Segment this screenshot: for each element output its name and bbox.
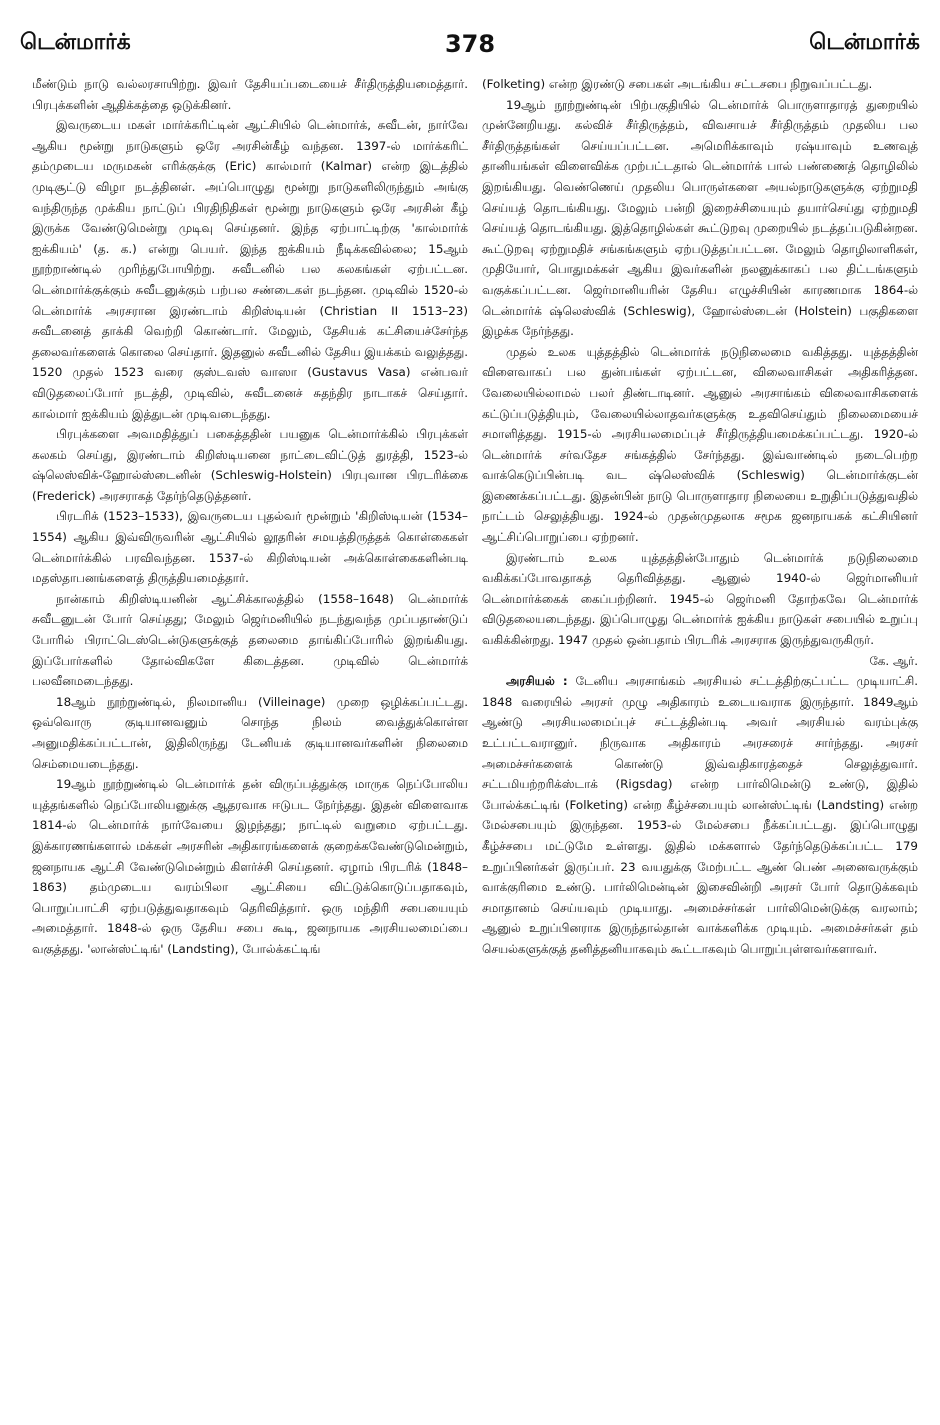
paragraph: 19ஆம் நூற்றுண்டின் பிற்பகுதியில் டென்மார்க் பொருளாதாரத் துறையில் முன்னேறியது. கல்விச் சீர்திருத்தம், விவசாயச் சீர்திருத்தம் முதலிய பல சீர்திருத்தங்கள் செய்யப்பட்டன. அமெரிக்காவும் ரஷ்யாவும் உணவுத் தானியங்கள் விளைவிக்க முற்பட்டதால் டென்மார்க் பால் பண்ணைத் தொழிலில் இறங்கியது. வெண்ணெய் முதலிய பொருள்களை அயல்நாடுகளுக்கு ஏற்றுமதி செய்யத் தொடங்கியது. மேலும் பன்றி இறைச்சியையும் தயார்செய்து ஏற்றுமதி செய்யத் தொடங்கியது. இத்தொழில்கள் கூட்டுறவு முறையில் நடத்தப்படுகின்றன. கூட்டுறவு ஏற்றுமதிச் சங்கங்களும் ஏற்படுத்தப்பட்டன. மேலும் தொழிலாளிகள், முதியோர், பொதுமக்கள் ஆகிய இவர்களின் நலனுக்காகப் பல திட்டங்களும் வகுக்கப்பட்டன. ஜெர்மானியரின் தேசிய எழுச்சியின் காரணமாக 1864-ல் டென்மார்க் ஷ்லெஸ்விக் (Schleswig), ஹோல்ஸ்டைன் (Holstein) பகுதிகளை இழக்க நேர்ந்தது. xyxy=(482,97,918,339)
paragraph: முதல் உலக யுத்தத்தில் டென்மார்க் நடுநிலைமை வகித்தது. யுத்தத்தின் விளைவாகப் பல துன்பங்கள் ஏற்பட்டன, விலைவாசிகள் அதிகரித்தன. வேலையில்லாமல் பலர் திண்டாடினர். ஆனுல் அரசாங்கம் விலைவாசிகளைக் கட்டுப்படுத்தியும், வேலையில்லாதவர்களுக்கு உதவிசெய்தும் நிலைமையைச் சமாளித்தது. 1915-ல் அரசியலமைப்புச் சீர்திருத்தியமைக்கப்பட்டது. 1920-ல் டென்மார்க் சர்வதேச சங்கத்தில் சேர்ந்தது. இவ்வாண்டில் நடைபெற்ற வாக்கெடுப்பின்படி வட ஷ்லெஸ்விக் (Schleswig) டென்மார்க்குடன் இணைக்கப்பட்டது. இதன்பின் நாடு பொருளாதார நிலையை உறுதிப்படுத்துவதில் நாட்டம் செலுத்தியது. 1924-ல் முதன்முதலாக சமூக ஜனநாயகக் கட்சியினர் ஆட்சிப்பொறுப்பை ஏற்றனர். xyxy=(482,344,918,545)
paragraph: மீண்டும் நாடு வல்லரசாயிற்று. இவர் தேசியப்படையைச் சீர்திருத்தியமைத்தார். பிரபுக்களின் ஆதிக்கத்தை ஒடுக்கினர். xyxy=(32,77,468,112)
paragraph: 19ஆம் நூற்றுண்டில் டென்மார்க் தன் விருப்பத்துக்கு மாருக நெப்போலிய யுத்தங்களில் நெப்போலியனுக்கு ஆதரவாக ஈடுபட நேர்ந்தது. இதன் விளைவாக 1814-ல் டென்மார்க் நார்வேயை இழந்தது; நாட்டில் வறுமை ஏற்பட்டது. இக்காரணங்களால் மக்கள் அரசரின் அதிகாரங்களைக் குறைக்கவேண்டுமென்றும், ஜனநாயக ஆட்சி வேண்டுமென்றும் கிளர்ச்சி செய்தனர். ஏழாம் பிரடரிக் (1848–1863) தம்முடைய வரம்பிலா ஆட்சியை விட்டுக்கொடுப்பதாகவும், பொறுப்பாட்சி ஏற்படுத்துவதாகவும் தெரிவித்தார். ஒரு மந்திரி சபையையும் அமைத்தார். 1848-ல் ஒரு தேசிய சபை கூடி, ஜனநாயக அரசியலமைப்பை வகுத்தது. 'லான்ஸ்ட்டிங்' (Landsting), போல்க்கட்டிங் xyxy=(32,777,468,956)
author-signature: கே. ஆர். xyxy=(869,653,918,668)
running-head-right: டென்மார்க் xyxy=(809,30,920,55)
page-number: 378 xyxy=(444,30,496,58)
paragraph xyxy=(482,548,918,672)
paragraph: (Folketing) என்ற இரண்டு சபைகள் அடங்கிய சட்டசபை நிறுவப்பட்டது. xyxy=(482,77,873,91)
paragraph xyxy=(482,671,918,959)
page-header xyxy=(20,30,920,70)
paragraph: பிரடரிக் (1523–1533), இவருடைய புதல்வர் மூன்றும் 'கிறிஸ்டியன் (1534–1554) ஆகிய இவ்விருவரின் ஆட்சியில் லூதரின் சமயத்திருத்தக் கொள்கைகள் டென்மார்க்கில் பரவிவந்தன. 1537-ல் கிறிஸ்டியன் அக்கொள்கைகளின்படி மதஸ்தாபனங்களைத் திருத்தியமைத்தார். xyxy=(32,509,468,586)
running-head-left: டென்மார்க் xyxy=(20,30,131,55)
paragraph: நான்காம் கிறிஸ்டியனின் ஆட்சிக்காலத்தில் (1558–1648) டென்மார்க் சுவீடனுடன் போர் செய்தது; மேலும் ஜெர்மனியில் நடந்துவந்த முப்பதாண்டுப் போரில் பிராட்டெஸ்டென்டுகளுக்குத் தலைமை தாங்கிப்போரில் இறங்கியது. இப்போர்களில் தோல்விகளே கிடைத்தன. முடிவில் டென்மார்க் பலவீனமடைந்தது. xyxy=(32,591,468,689)
paragraph-text: டேனிய அரசாங்கம் அரசியல் சட்டத்திற்குட்பட்ட முடியாட்சி. 1848 வரையில் அரசர் முழு அதிகாரம் உடையவராக இருந்தார். 1849ஆம் ஆண்டு அரசியலமைப்புச் சட்டத்தின்படி அவர் அரசியல் வரம்புக்கு உட்பட்டவரானுர். நிருவாக அதிகாரம் அரசரைச் சார்ந்தது. அரசர் அமைச்சர்களைக் கொண்டு இவ்வதிகாரத்தைச் செலுத்துவார். சட்டமியற்றரிக்ஸ்டாக் (Rigsdag) என்ற பார்லிமென்டு உண்டு, இதில் போல்க்கட்டிங் (Folketing) என்ற கீழ்ச்சபையும் லான்ஸ்ட்டிங் (Landsting) என்ற மேல்சபையும் இருந்தன. 1953-ல் மேல்சபை நீக்கப்பட்டது. இப்பொழுது கீழ்ச்சபை மட்டுமே உள்ளது. இதில் மக்களால் தேர்ந்தெடுக்கப்பட்ட 179 உறுப்பினர்கள் இருப்பர். 23 வயதுக்கு மேற்பட்ட ஆண் பெண் அனைவருக்கும் வாக்குரிமை உண்டு. பார்லிமென்டின் இசைவின்றி அரசர் போர் தொடுக்கவும் சமாதானம் செய்யவும் முடியாது. அமைச்சர்கள் பார்லிமென்டுக்கு வரலாம்; ஆனுல் உறுப்பினராக இருந்தால்தான் வாக்களிக்க முடியும். அமைச்சர்கள் தம் செயல்களுக்குத் தனித்தனியாகவும் கூட்டாகவும் பொறுப்புள்ளவர்களாவர். xyxy=(482,674,918,956)
left-column xyxy=(32,74,468,1404)
section-heading: அரசியல் : xyxy=(506,674,568,689)
right-column xyxy=(482,74,918,1404)
paragraph: இவருடைய மகள் மார்க்கரிட்டின் ஆட்சியில் டென்மார்க், சுவீடன், நார்வே ஆகிய மூன்று நாடுகளும் ஒரே அரசின்கீழ் வந்தன. 1397-ல் மார்க்கரிட் தம்முடைய மருமகன் எரிக்குக்கு (Eric) கால்மார் (Kalmar) என்ற இடத்தில் முடிசூட்டு விழா நடத்தினள். அப்பொழுது மூன்று நாடுகளிலிருந்தும் அங்கு வந்திருந்த முக்கிய நாட்டுப் பிரதிநிதிகள் மூன்று நாடுகளும் ஒரே அரசின் கீழ் இருக்க வேண்டுமென்று முடிவு செய்தனர். இந்த ஏற்பாட்டிற்கு 'கால்மார்க் ஐக்கியம்' (த. க.) என்று பெயர். இந்த ஐக்கியம் நீடிக்கவில்லை; 15ஆம் நூற்றாண்டில் முரிந்துபோயிற்று. சுவீடனில் பல கலகங்கள் ஏற்பட்டன. டென்மார்க்குக்கும் சுவீடனுக்கும் பற்பல சண்டைகள் நடந்தன. முடிவில் 1520-ல் டென்மார்க் அரசரான இரண்டாம் கிறிஸ்டியன் (Christian II 1513–23) சுவீடனைத் தாக்கி வெற்றி கொண்டார். மேலும், தேசியக் கட்சியைச்சேர்ந்த தலைவர்களைக் கொலை செய்தார். இதனுல் சுவீடனில் தேசிய இயக்கம் வலுத்தது. 1520 முதல் 1523 வரை குஸ்டவஸ் வாஸா (Gustavus Vasa) என்பவர் விடுதலைப்போர் நடத்தி, முடிவில், சுவீடனைச் சுதந்திர நாடாகச் செய்தார். கால்மார் ஐக்கியம் இத்துடன் முடிவடைந்தது. xyxy=(32,118,468,421)
paragraph-text: இரண்டாம் உலக யுத்தத்தின்போதும் டென்மார்க் நடுநிலைமை வகிக்கப்போவதாகத் தெரிவித்தது. ஆனுல் 1940-ல் ஜெர்மானியர் டென்மார்க்கைக் கைப்பற்றினர். 1945-ல் ஜெர்மனி தோற்கவே டென்மார்க் விடுதலையடைந்தது. இப்பொழுது டென்மார்க் ஐக்கிய நாடுகள் சபையில் உறுப்பு வகிக்கின்றது. 1947 முதல் ஒன்பதாம் பிரடரிக் அரசராக இருந்துவருகிருர். xyxy=(482,550,918,648)
paragraph: பிரபுக்களை அவமதித்துப் பகைத்ததின் பயனுக டென்மார்க்கில் பிரபுக்கள் கலகம் செய்து, இரண்டாம் கிறிஸ்டியனை நாட்டைவிட்டுத் துரத்தி, 1523-ல் ஷ்லெஸ்விக்-ஹோல்ஸ்டைனின் (Schleswig-Holstein) பிரபுவான பிரடரிக்கை (Frederick) அரசராகத் தேர்ந்தெடுத்தனர். xyxy=(32,427,468,503)
paragraph: 18ஆம் நூற்றுண்டில், நிலமானிய (Villeinage) முறை ஒழிக்கப்பட்டது. ஒவ்வொரு குடியானவனும் சொந்த நிலம் வைத்துக்கொள்ள அனுமதிக்கப்பட்டான், இதிலிருந்து டேனியக் குடியானவர்களின் நிலைமை செம்மையடைந்தது. xyxy=(32,694,468,771)
